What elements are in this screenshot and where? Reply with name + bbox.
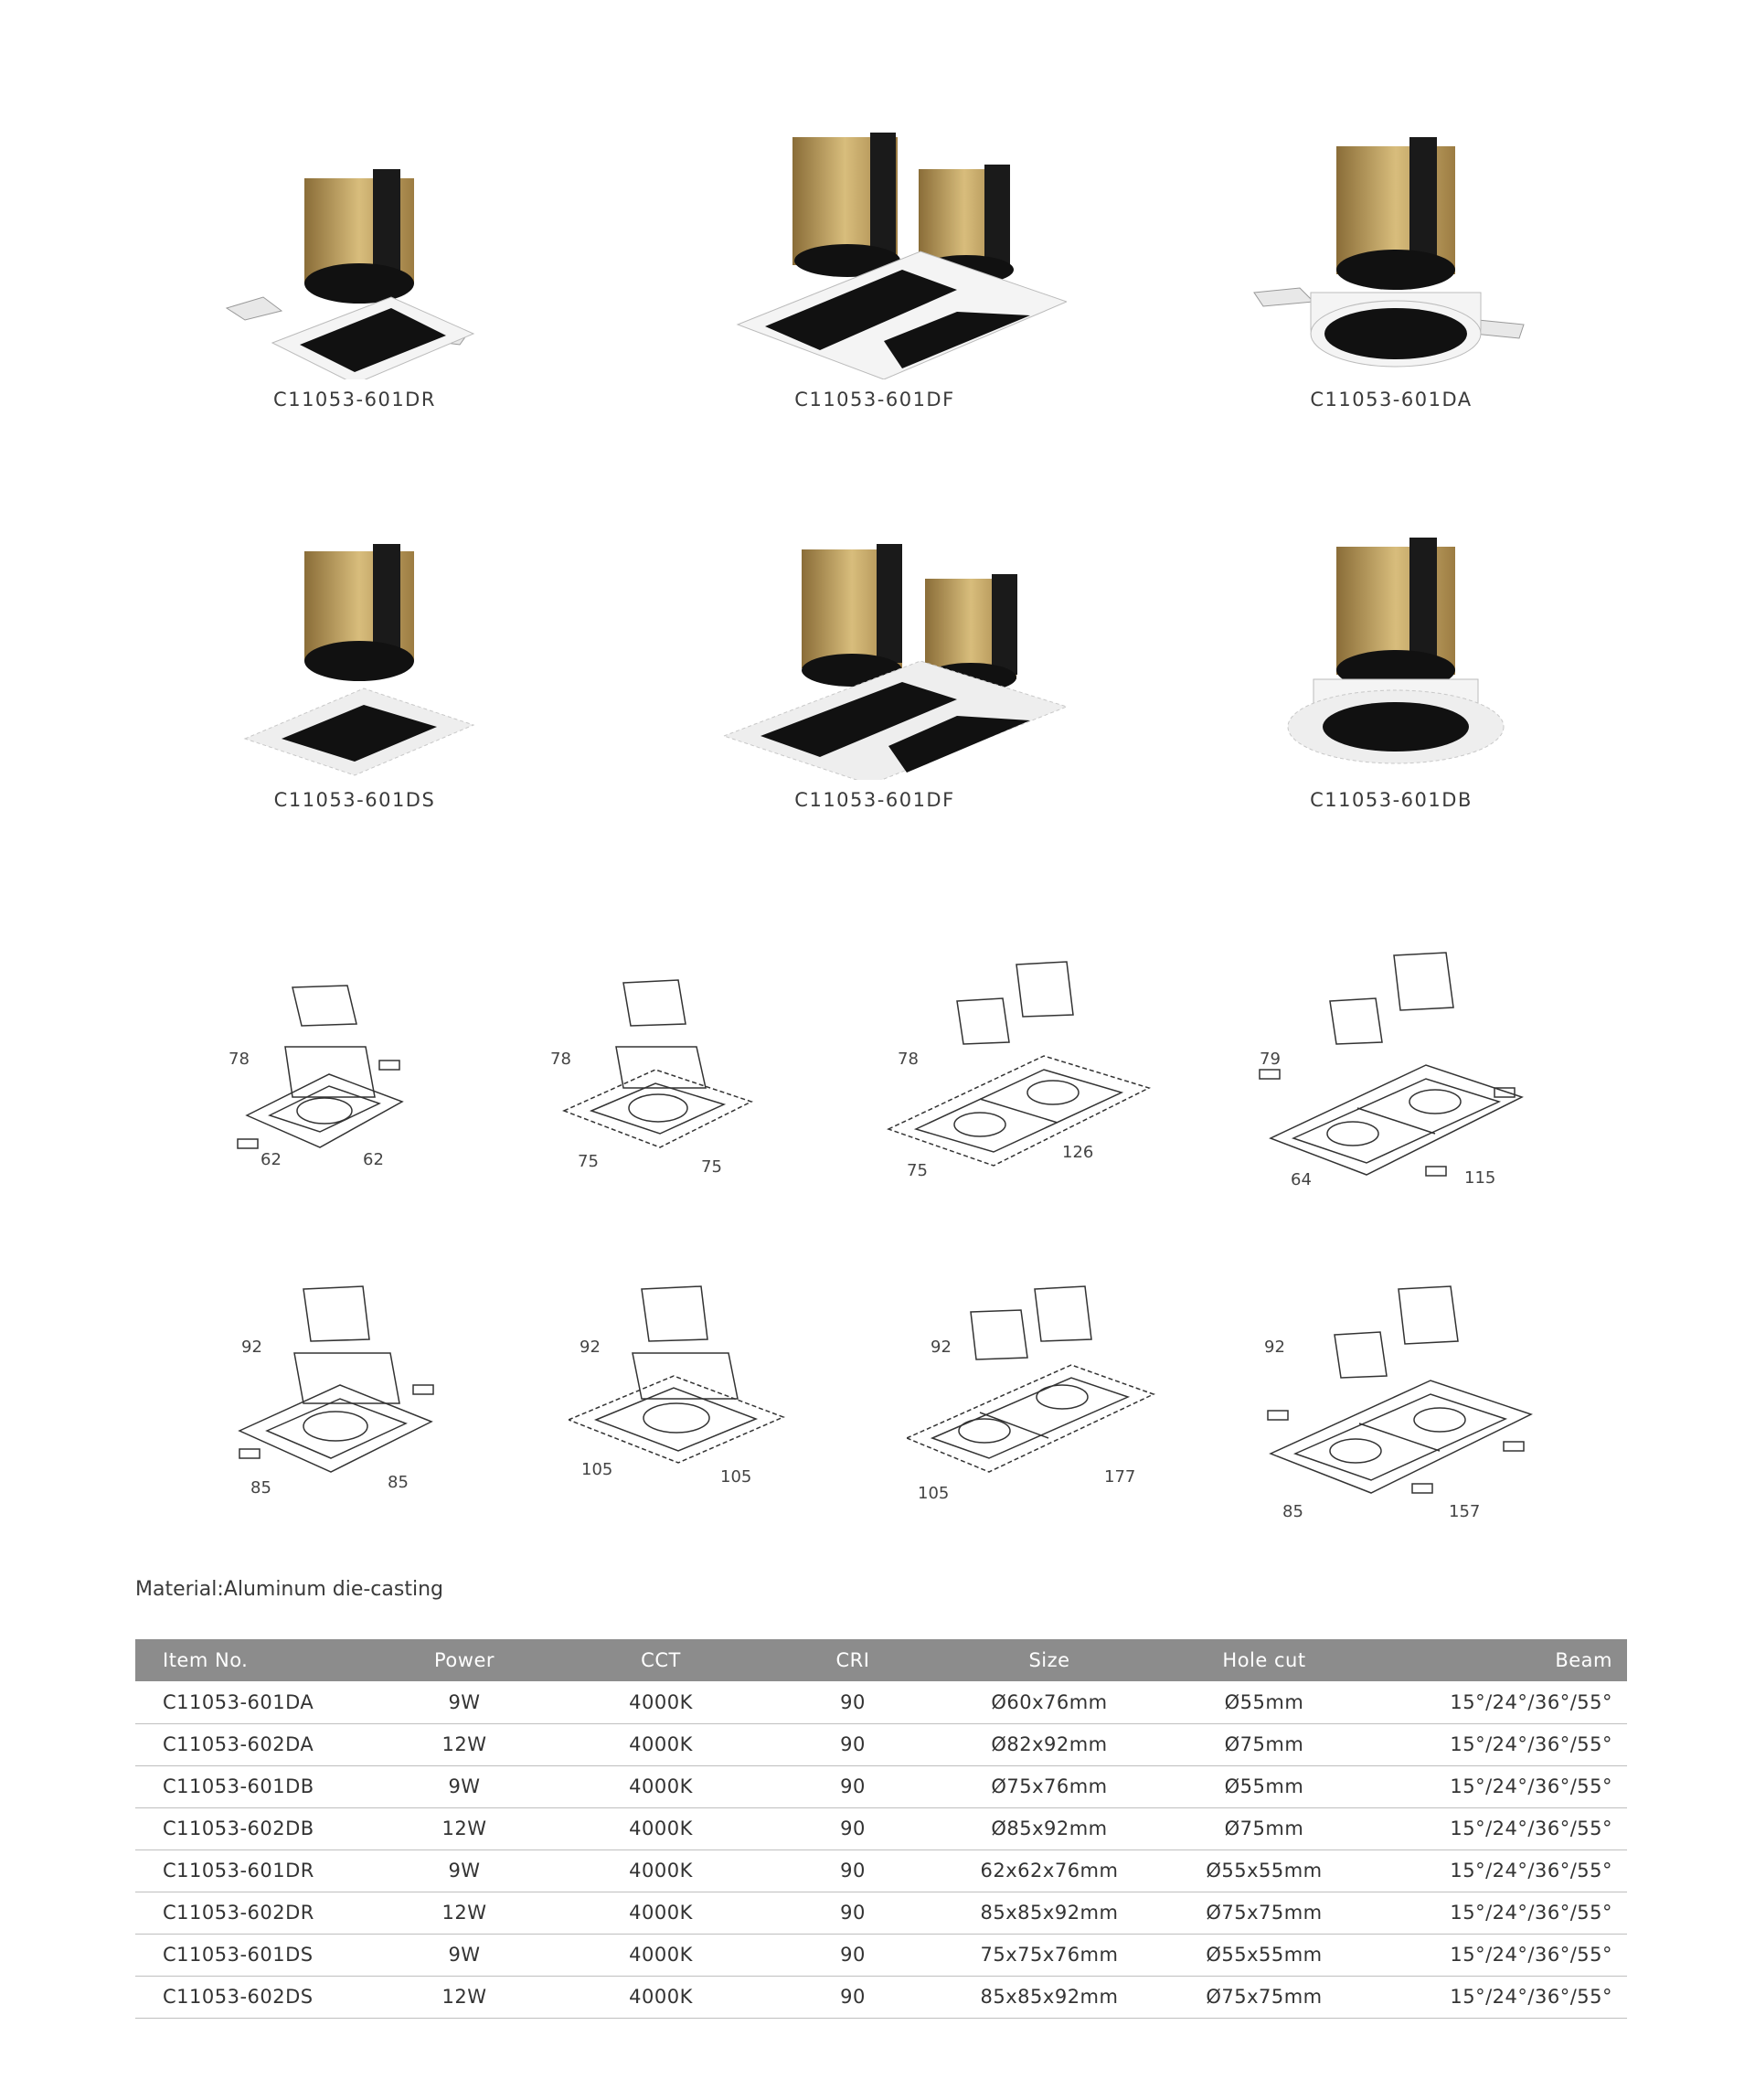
- table-cell: 15°/24°/36°/55°: [1369, 1976, 1627, 2018]
- width-dimension-label: 85: [250, 1478, 271, 1498]
- depth-dimension-label: 115: [1464, 1168, 1496, 1188]
- table-cell: Ø60x76mm: [940, 1681, 1159, 1723]
- table-cell: Ø85x92mm: [940, 1807, 1159, 1849]
- width-dimension-label: 64: [1291, 1170, 1312, 1189]
- product-card: [117, 133, 592, 410]
- column-header: CCT: [556, 1639, 766, 1681]
- table-cell: 90: [766, 1892, 940, 1934]
- table-cell: 9W: [373, 1849, 556, 1892]
- width-dimension-label: 105: [918, 1484, 950, 1503]
- table-row: [135, 1849, 1627, 1892]
- table-cell: 9W: [373, 1681, 556, 1723]
- table-cell: 12W: [373, 1976, 556, 2018]
- width-dimension-label: 85: [1282, 1502, 1303, 1521]
- dimension-drawing: [1252, 951, 1563, 1189]
- table-cell: 15°/24°/36°/55°: [1369, 1934, 1627, 1976]
- table-cell: 15°/24°/36°/55°: [1369, 1681, 1627, 1723]
- width-dimension-label: 105: [581, 1460, 613, 1479]
- column-header: Hole cut: [1159, 1639, 1369, 1681]
- product-model-label: C11053-601DR: [273, 389, 436, 410]
- table-cell: C11053-601DS: [135, 1934, 373, 1976]
- column-header: Power: [373, 1639, 556, 1681]
- trimless-square-downlight-image: [208, 533, 501, 780]
- table-cell: C11053-601DB: [135, 1765, 373, 1807]
- depth-dimension-label: 75: [701, 1157, 722, 1177]
- depth-dimension-label: 105: [720, 1467, 752, 1487]
- table-row: [135, 1976, 1627, 2018]
- table-cell: 90: [766, 1976, 940, 2018]
- height-dimension-label: 79: [1260, 1050, 1281, 1069]
- depth-dimension-label: 177: [1104, 1467, 1136, 1487]
- width-dimension-label: 62: [261, 1150, 282, 1169]
- table-cell: 90: [766, 1681, 940, 1723]
- product-model-label: C11053-601DS: [273, 789, 436, 811]
- depth-dimension-label: 62: [363, 1150, 384, 1169]
- product-model-label: C11053-601DF: [794, 789, 955, 811]
- dimension-drawing: [541, 969, 852, 1207]
- table-cell: 75x75x76mm: [940, 1934, 1159, 1976]
- height-dimension-label: 92: [580, 1338, 601, 1357]
- table-cell: Ø82x92mm: [940, 1723, 1159, 1765]
- table-cell: Ø75x75mm: [1159, 1892, 1369, 1934]
- column-header: Size: [940, 1639, 1159, 1681]
- table-cell: 15°/24°/36°/55°: [1369, 1892, 1627, 1934]
- table-cell: 90: [766, 1723, 940, 1765]
- trimless-round-downlight-image: [1245, 533, 1537, 780]
- table-row: [135, 1765, 1627, 1807]
- table-cell: C11053-602DA: [135, 1723, 373, 1765]
- table-cell: 9W: [373, 1934, 556, 1976]
- column-header: Beam: [1369, 1639, 1627, 1681]
- table-cell: Ø55x55mm: [1159, 1934, 1369, 1976]
- depth-dimension-label: 85: [388, 1473, 409, 1492]
- table-cell: 85x85x92mm: [940, 1892, 1159, 1934]
- specification-table: [135, 1639, 1627, 2019]
- table-cell: C11053-601DR: [135, 1849, 373, 1892]
- product-card: [1154, 533, 1629, 811]
- table-cell: C11053-602DB: [135, 1807, 373, 1849]
- table-header-row: [135, 1639, 1627, 1681]
- height-dimension-label: 92: [241, 1338, 262, 1357]
- height-dimension-label: 78: [898, 1050, 919, 1069]
- table-cell: 4000K: [556, 1892, 766, 1934]
- dimension-drawing: [230, 1285, 541, 1522]
- table-cell: Ø55mm: [1159, 1765, 1369, 1807]
- product-model-label: C11053-601DF: [794, 389, 955, 410]
- table-cell: Ø55x55mm: [1159, 1849, 1369, 1892]
- table-cell: C11053-602DS: [135, 1976, 373, 2018]
- table-cell: 85x85x92mm: [940, 1976, 1159, 2018]
- table-cell: 4000K: [556, 1681, 766, 1723]
- column-header: Item No.: [135, 1639, 373, 1681]
- height-dimension-label: 78: [229, 1050, 250, 1069]
- product-model-label: C11053-601DA: [1310, 389, 1473, 410]
- single-square-downlight-image: [208, 133, 501, 379]
- table-cell: 90: [766, 1934, 940, 1976]
- double-downlight-image: [683, 133, 1067, 379]
- column-header: CRI: [766, 1639, 940, 1681]
- table-cell: 12W: [373, 1892, 556, 1934]
- dimension-drawing: [569, 1285, 879, 1522]
- table-cell: 90: [766, 1765, 940, 1807]
- table-cell: 4000K: [556, 1849, 766, 1892]
- table-cell: C11053-602DR: [135, 1892, 373, 1934]
- table-cell: 9W: [373, 1765, 556, 1807]
- table-cell: 4000K: [556, 1976, 766, 2018]
- table-cell: Ø55mm: [1159, 1681, 1369, 1723]
- table-cell: 4000K: [556, 1934, 766, 1976]
- single-round-downlight-image: [1245, 133, 1537, 379]
- table-cell: 15°/24°/36°/55°: [1369, 1807, 1627, 1849]
- material-note: Material:Aluminum die-casting: [135, 1578, 443, 1601]
- trimless-double-downlight-image: [683, 533, 1067, 780]
- table-cell: 90: [766, 1849, 940, 1892]
- table-row: [135, 1934, 1627, 1976]
- table-cell: 15°/24°/36°/55°: [1369, 1765, 1627, 1807]
- depth-dimension-label: 126: [1062, 1143, 1094, 1162]
- dimension-drawing: [879, 960, 1190, 1198]
- table-cell: 15°/24°/36°/55°: [1369, 1849, 1627, 1892]
- product-card: [1154, 133, 1629, 410]
- product-card: [637, 133, 1112, 410]
- height-dimension-label: 92: [931, 1338, 952, 1357]
- table-cell: 4000K: [556, 1723, 766, 1765]
- table-cell: 4000K: [556, 1807, 766, 1849]
- table-cell: 15°/24°/36°/55°: [1369, 1723, 1627, 1765]
- dimension-drawing: [219, 969, 530, 1207]
- product-card: [637, 533, 1112, 811]
- table-cell: 4000K: [556, 1765, 766, 1807]
- width-dimension-label: 75: [907, 1161, 928, 1180]
- table-cell: 12W: [373, 1807, 556, 1849]
- height-dimension-label: 78: [550, 1050, 571, 1069]
- width-dimension-label: 75: [578, 1152, 599, 1171]
- table-cell: Ø75x75mm: [1159, 1976, 1369, 2018]
- table-cell: 62x62x76mm: [940, 1849, 1159, 1892]
- table-row: [135, 1681, 1627, 1723]
- dimension-drawing: [907, 1285, 1218, 1522]
- table-cell: Ø75mm: [1159, 1807, 1369, 1849]
- table-cell: 12W: [373, 1723, 556, 1765]
- table-cell: C11053-601DA: [135, 1681, 373, 1723]
- table-cell: 90: [766, 1807, 940, 1849]
- table-row: [135, 1723, 1627, 1765]
- table-cell: Ø75x76mm: [940, 1765, 1159, 1807]
- product-model-label: C11053-601DB: [1310, 789, 1473, 811]
- table-row: [135, 1807, 1627, 1849]
- depth-dimension-label: 157: [1449, 1502, 1481, 1521]
- height-dimension-label: 92: [1264, 1338, 1285, 1357]
- table-cell: Ø75mm: [1159, 1723, 1369, 1765]
- dimension-drawing: [1257, 1285, 1568, 1522]
- table-row: [135, 1892, 1627, 1934]
- product-card: [117, 533, 592, 811]
